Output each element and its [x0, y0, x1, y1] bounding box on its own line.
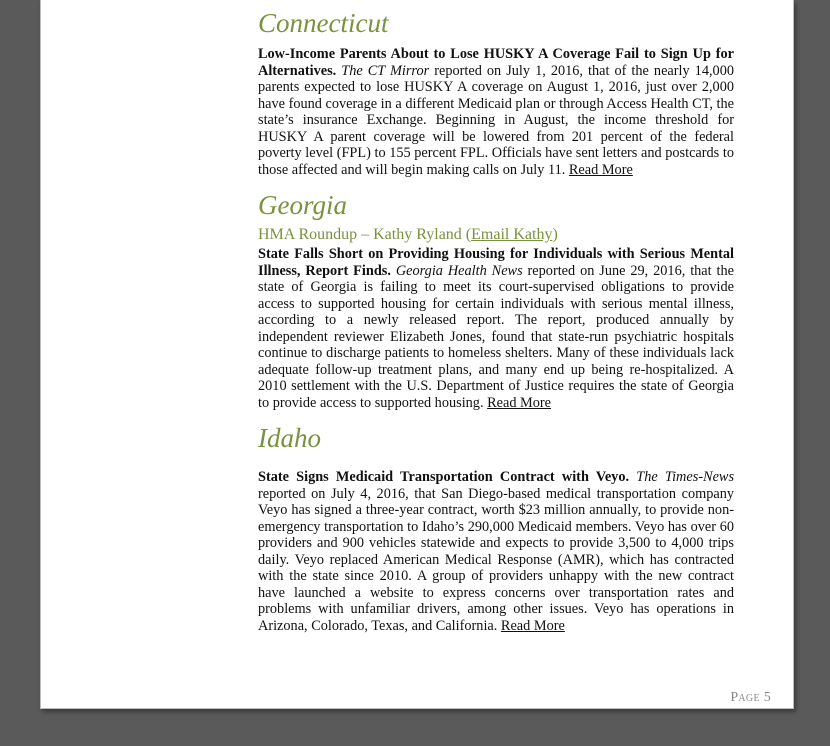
page-number-value: 5 [763, 690, 771, 705]
article-title: State Signs Medicaid Transportation Contract with Veyo. [258, 469, 630, 485]
page-number [730, 690, 771, 706]
article-body: reported on June 29, 2016, that the state of Georgia is failing to meet its court-supervised obligations to provide access to supported housing for certain individuals with serious mental illness, according to a newly released report. The report, produced annually by independent reviewer Elizabeth Jones, found that state-run psychiatric hospitals continue to discharge patients to homeless shelters. Many of these individuals lack adequate follow-up treatment plans, and many end up being re-hospitalized. A 2010 settlement with the U.S. Department of Justice requires the state of Georgia to provide access to supported housing. [258, 262, 734, 411]
page-content [258, 6, 734, 634]
article-paragraph [258, 246, 734, 411]
article-source: The CT Mirror [341, 62, 430, 79]
section-georgia [258, 188, 734, 411]
read-more-link[interactable]: Read More [500, 617, 565, 634]
article-paragraph [258, 469, 734, 634]
state-heading: Georgia [258, 190, 347, 220]
document-page [40, 0, 794, 709]
read-more-link[interactable]: Read More [568, 161, 633, 178]
state-heading: Idaho [258, 423, 321, 453]
state-heading: Connecticut [258, 8, 389, 38]
article-source: The Times-News [636, 469, 735, 485]
roundup-close: ) [552, 226, 558, 243]
email-link[interactable]: Email Kathy [471, 226, 553, 243]
section-idaho [258, 421, 734, 634]
section-connecticut [258, 6, 734, 178]
article-paragraph [258, 46, 734, 178]
article-title: Low-Income Parents About to Lose HUSKY A Coverage Fail to Sign Up for Alternatives. [258, 46, 734, 79]
roundup-line [258, 226, 734, 244]
roundup-text: HMA Roundup – Kathy Ryland ( [258, 226, 472, 243]
article-body: reported on July 4, 2016, that San Diego-based medical transportation company Veyo has signed a three-year contract, worth $23 million annually, to provide non-emergency transportation to Idaho’s 290,000 Medicaid members. Veyo has over 60 providers and 900 vehicles statewide and expects to provide 3,500 to 4,000 trips daily. Veyo replaced American Medical Response (AMR), which has contracted with the state since 2010. A group of providers unhappy with the new contract have launched a website to express concerns over transportation rates and problems with unfamiliar drivers, among other issues. Veyo has operations in Arizona, Colorado, Texas, and California. [258, 485, 734, 634]
article-source: Georgia Health News [395, 262, 523, 279]
page-label: Page [730, 690, 760, 705]
article-title: State Falls Short on Providing Housing for Individuals with Serious Mental Illness, Report Finds. [258, 246, 734, 279]
article-body: reported on July 1, 2016, that of the nearly 14,000 parents expected to lose HUSKY A coverage on August 1, 2016, just over 2,000 have found coverage in a different Medicaid plan or through Access Health CT, the state’s insurance Exchange. Beginning in August, the income threshold for HUSKY A parent coverage will be lowered from 201 percent of the federal poverty level (FPL) to 155 percent FPL. Officials have sent letters and postcards to those affected and will begin making calls on July 11. [258, 62, 734, 178]
read-more-link[interactable]: Read More [487, 394, 552, 411]
